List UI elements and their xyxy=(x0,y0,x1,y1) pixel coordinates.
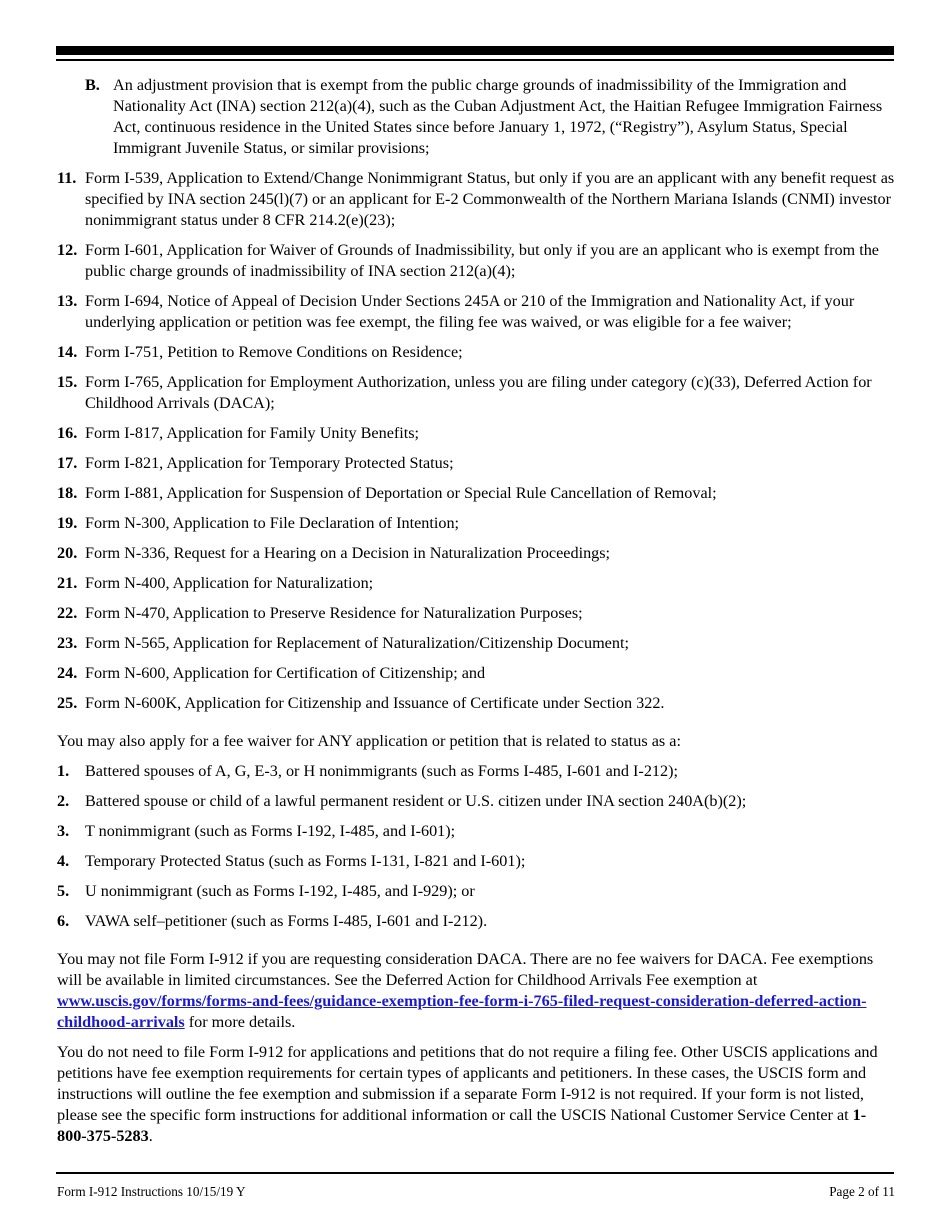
item-text: Form I-821, Application for Temporary Protected Status; xyxy=(85,454,454,472)
page-content xyxy=(57,75,895,1156)
item-number: 19. xyxy=(57,514,78,532)
item-text: Form I-817, Application for Family Unity Benefits; xyxy=(85,424,420,442)
list-item xyxy=(57,633,895,654)
list-item xyxy=(57,851,895,872)
daca-paragraph xyxy=(57,949,895,1033)
item-number: 2. xyxy=(57,792,70,810)
item-number: 11. xyxy=(57,169,77,187)
item-text: Form N-400, Application for Naturalization; xyxy=(85,574,374,592)
closing-end: . xyxy=(148,1127,153,1145)
item-number: 22. xyxy=(57,604,78,622)
list-item xyxy=(57,791,895,812)
page-footer xyxy=(57,1184,895,1200)
status-intro: You may also apply for a fee waiver for ANY application or petition that is related to status as a: xyxy=(57,732,681,750)
top-rule-thin xyxy=(56,59,894,61)
list-item xyxy=(57,543,895,564)
item-text: VAWA self–petitioner (such as Forms I-485, I-601 and I-212). xyxy=(85,912,488,930)
item-text: Battered spouse or child of a lawful permanent resident or U.S. citizen under INA section 240A(b)(2); xyxy=(85,792,747,810)
item-text: U nonimmigrant (such as Forms I-192, I-485, and I-929); or xyxy=(85,882,475,900)
list-item xyxy=(57,483,895,504)
list-item xyxy=(57,603,895,624)
form-identifier: Form I-912 Instructions 10/15/19 Y xyxy=(57,1184,246,1199)
list-item xyxy=(57,573,895,594)
item-text: Form I-601, Application for Waiver of Grounds of Inadmissibility, but only if you are an applicant who is exempt from the public charge grounds of inadmissibility of INA section 212(a)(4); xyxy=(85,241,879,280)
item-number: 20. xyxy=(57,544,78,562)
list-item xyxy=(57,168,895,231)
list-item xyxy=(57,513,895,534)
list-item xyxy=(57,693,895,714)
item-text: An adjustment provision that is exempt from the public charge grounds of inadmissibility of the Immigration and Nationality Act (INA) section 212(a)(4), such as the Cuban Adjustment Act, the Haitian Refugee Immigration Fairness Act, continuous residence in the United States since before January 1, 1972, (“Registry”), Asylum Status, Special Immigrant Juvenile Status, or similar provisions; xyxy=(113,76,883,157)
item-number: 4. xyxy=(57,852,70,870)
list-item xyxy=(57,911,895,932)
daca-text: You may not file Form I-912 if you are requesting consideration DACA. There are no fee waivers for DACA. Fee exemptions will be available in limited circumstances. See the Deferred Action for Childhood Arrivals Fee exemption at xyxy=(57,950,874,989)
item-number: 23. xyxy=(57,634,78,652)
item-letter: B. xyxy=(85,76,100,94)
item-text: Form I-694, Notice of Appeal of Decision Under Sections 245A or 210 of the Immigration and Nationality Act, if your underlying application or petition was fee exempt, the filing fee was waived, or was eligible for a fee waiver; xyxy=(85,292,855,331)
item-text: Form N-600K, Application for Citizenship and Issuance of Certificate under Section 322. xyxy=(85,694,665,712)
item-text: Form N-300, Application to File Declaration of Intention; xyxy=(85,514,460,532)
daca-fee-exemption-link[interactable]: www.uscis.gov/forms/forms-and-fees/guidance-exemption-fee-form-i-765-filed-request-consideration-deferred-action-childhood-arrivals xyxy=(57,992,867,1031)
item-number: 1. xyxy=(57,762,70,780)
daca-text-end: for more details. xyxy=(184,1013,296,1031)
item-number: 3. xyxy=(57,822,70,840)
phone-number: 1-800-375-5283 xyxy=(57,1106,867,1145)
item-text: Form I-881, Application for Suspension of Deportation or Special Rule Cancellation of Removal; xyxy=(85,484,717,502)
item-text: Form N-565, Application for Replacement of Naturalization/Citizenship Document; xyxy=(85,634,629,652)
item-number: 25. xyxy=(57,694,78,712)
item-text: Form I-765, Application for Employment Authorization, unless you are filing under category (c)(33), Deferred Action for Childhood Arrivals (DACA); xyxy=(85,373,872,412)
list-item xyxy=(57,342,895,363)
item-text: Form N-470, Application to Preserve Residence for Naturalization Purposes; xyxy=(85,604,583,622)
list-item xyxy=(57,761,895,782)
item-number: 16. xyxy=(57,424,78,442)
item-text: T nonimmigrant (such as Forms I-192, I-485, and I-601); xyxy=(85,822,456,840)
item-number: 6. xyxy=(57,912,70,930)
item-number: 24. xyxy=(57,664,78,682)
item-number: 13. xyxy=(57,292,78,310)
page-number: Page 2 of 11 xyxy=(829,1184,895,1199)
list-item xyxy=(57,240,895,282)
closing-paragraph xyxy=(57,1042,895,1147)
list-item xyxy=(57,291,895,333)
item-text: Temporary Protected Status (such as Forms I-131, I-821 and I-601); xyxy=(85,852,526,870)
item-text: Form N-336, Request for a Hearing on a Decision in Naturalization Proceedings; xyxy=(85,544,611,562)
item-number: 12. xyxy=(57,241,78,259)
item-number: 21. xyxy=(57,574,78,592)
list-item xyxy=(57,423,895,444)
item-text: Form N-600, Application for Certification of Citizenship; and xyxy=(85,664,486,682)
closing-text: You do not need to file Form I-912 for applications and petitions that do not require a filing fee. Other USCIS applications and petitions have fee exemption requirements for certain types of applicants and petitioners. In these cases, the USCIS form and instructions will outline the fee exemption and submission if a separate Form I-912 is not required. If your form is not listed, please see the specific form instructions for additional information or call the USCIS National Customer Service Center at xyxy=(57,1043,878,1124)
item-number: 14. xyxy=(57,343,78,361)
item-text: Form I-539, Application to Extend/Change Nonimmigrant Status, but only if you are an applicant with any benefit request as specified by INA section 245(l)(7) or an applicant for E-2 Commonwealth of the Northern Mariana Islands (CNMI) investor nonimmigrant status under 8 CFR 214.2(e)(23); xyxy=(85,169,895,229)
list-item xyxy=(57,663,895,684)
top-rule-thick xyxy=(56,46,894,55)
item-text: Battered spouses of A, G, E-3, or H nonimmigrants (such as Forms I-485, I-601 and I-212); xyxy=(85,762,678,780)
item-number: 18. xyxy=(57,484,78,502)
item-number: 5. xyxy=(57,882,70,900)
item-number: 17. xyxy=(57,454,78,472)
list-item xyxy=(57,372,895,414)
status-list xyxy=(57,761,895,932)
footer-rule xyxy=(56,1172,894,1174)
list-item xyxy=(57,881,895,902)
form-list xyxy=(57,168,895,714)
item-text: Form I-751, Petition to Remove Conditions on Residence; xyxy=(85,343,463,361)
list-item xyxy=(57,453,895,474)
item-number: 15. xyxy=(57,373,78,391)
list-item-b xyxy=(57,75,895,159)
list-item xyxy=(57,821,895,842)
